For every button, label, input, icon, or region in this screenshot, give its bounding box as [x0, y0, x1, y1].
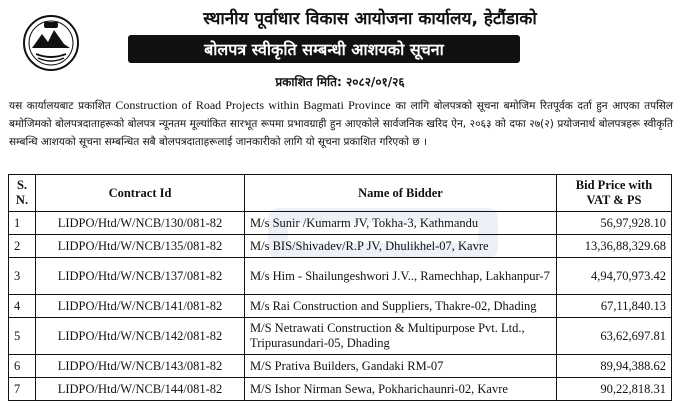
- table-row: [9, 235, 672, 258]
- project-name: Construction of Road Projects within Bagmati Province: [115, 98, 391, 112]
- row-contract-id: LIDPO/Htd/W/NCB/130/081-82: [36, 212, 245, 235]
- notice-title-banner: बोलपत्र स्वीकृति सम्बन्धी आशयको सूचना: [128, 35, 520, 63]
- row-contract-id: LIDPO/Htd/W/NCB/141/081-82: [36, 295, 245, 318]
- header-bid-price: Bid Price with VAT & PS: [557, 175, 672, 212]
- table-row: [9, 295, 672, 318]
- row-bidder-name: M/s BIS/Shivadev/R.P JV, Dhulikhel-07, Kavre: [245, 235, 557, 258]
- row-bid-price: 90,22,818.31: [557, 378, 672, 401]
- row-bidder-name: M/S Ishor Nirman Sewa, Pokharichaunri-02, Kavre: [245, 378, 557, 401]
- row-sn: 1: [9, 212, 36, 235]
- table-header-row: [9, 175, 672, 212]
- row-bid-price: 56,97,928.10: [557, 212, 672, 235]
- row-contract-id: LIDPO/Htd/W/NCB/143/081-82: [36, 355, 245, 378]
- header-sn: S. N.: [9, 175, 36, 212]
- row-bidder-name: M/s Him - Shailungeshwori J.V.., Ramechhap, Lakhanpur-7: [245, 258, 557, 295]
- intro-text-part1: यस कार्यालयबाट प्रकाशित: [9, 100, 116, 112]
- table-row: [9, 378, 672, 401]
- row-sn: 2: [9, 235, 36, 258]
- table-row: [9, 258, 672, 295]
- row-sn: 3: [9, 258, 36, 295]
- row-sn: 5: [9, 318, 36, 355]
- intro-paragraph: [9, 96, 673, 151]
- table-row: [9, 318, 672, 355]
- row-bid-price: 13,36,88,329.68: [557, 235, 672, 258]
- intro-text-part2: का लागि बोलपत्रको सूचना बमोजिम रितपूर्वक दर्ता हुन आएका तपसिल बमोजिमको बोलपत्रदाताहरूको बोलपत्र न्यूनतम मूल्यांकित सारभूत रूपमा प्रभावग्राही हुन आएकोले सार्वजनिक खरिद ऐन, २०६३ को दफा २७(२) प्रयोजनार्थ बोलपत्रहरू स्वीकृति सम्बन्धि आशयको सूचना सम्बन्धित सबै बोलपत्रदाताहरूलाई जानकारीको लागि यो सूचना प्रकाशित गरिएको छ ।: [9, 100, 673, 148]
- row-sn: 7: [9, 378, 36, 401]
- row-bidder-name: M/S Netrawati Construction & Multipurpose Pvt. Ltd., Tripurasundari-05, Dhading: [245, 318, 557, 355]
- row-bidder-name: M/s Rai Construction and Suppliers, Thakre-02, Dhading: [245, 295, 557, 318]
- table-row: [9, 212, 672, 235]
- row-sn: 6: [9, 355, 36, 378]
- row-bid-price: 67,11,840.13: [557, 295, 672, 318]
- row-contract-id: LIDPO/Htd/W/NCB/142/081-82: [36, 318, 245, 355]
- published-date: प्रकाशित मिति: २०८२/०१/२६: [275, 75, 405, 89]
- table-row: [9, 355, 672, 378]
- government-emblem-icon: [22, 14, 80, 72]
- row-bid-price: 89,94,388.62: [557, 355, 672, 378]
- bid-results-table: [8, 174, 672, 401]
- row-bid-price: 4,94,70,973.42: [557, 258, 672, 295]
- office-name: स्थानीय पूर्वाधार विकास आयोजना कार्यालय, हेटौंडाको: [203, 9, 537, 29]
- header-bidder-name: Name of Bidder: [245, 175, 557, 212]
- row-contract-id: LIDPO/Htd/W/NCB/137/081-82: [36, 258, 245, 295]
- row-contract-id: LIDPO/Htd/W/NCB/144/081-82: [36, 378, 245, 401]
- row-sn: 4: [9, 295, 36, 318]
- header-contract-id: Contract Id: [36, 175, 245, 212]
- row-contract-id: LIDPO/Htd/W/NCB/135/081-82: [36, 235, 245, 258]
- row-bidder-name: M/S Prativa Builders, Gandaki RM-07: [245, 355, 557, 378]
- row-bid-price: 63,62,697.81: [557, 318, 672, 355]
- row-bidder-name: M/s Sunir /Kumarm JV, Tokha-3, Kathmandu: [245, 212, 557, 235]
